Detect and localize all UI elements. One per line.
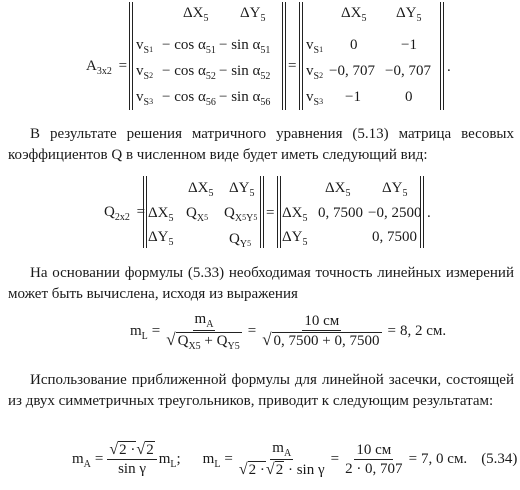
formula-eq: = bbox=[387, 322, 396, 339]
matrix-a-left-bar bbox=[129, 2, 133, 110]
formula-ma: $m_A$ = $\frac{√2 \cdot√2}{\text{sin γ}}$ $m_L$ ; $m_L$ = $\frac{m_A}{\text{√2 ·√2 · sin γ}}$ = $\frac{10 см}{2 \cdot 0, 707}$ = 7, 0 см. (5.34) bbox=[72, 440, 518, 478]
matrix-a-cell: − $\sin \alpha_{52}$ bbox=[219, 63, 271, 82]
matrix-a-num-row-head: $v_{S1}$ bbox=[306, 37, 324, 56]
matrix-q-num-cell: −0, 2500 bbox=[368, 205, 422, 221]
matrix-a-cell: − $\sin \alpha_{51}$ bbox=[219, 37, 271, 56]
matrix-a-num-header-dy: $\Delta Y_5$ bbox=[396, 5, 422, 24]
matrix-a-right-bar bbox=[440, 2, 444, 110]
paragraph-3: Использование приближенной формулы для линейной засечки, состоящей из двух симметричных треугольников, приводит к следующим результатам: bbox=[8, 372, 514, 409]
formula-fraction: $\frac{10 см}{2 \cdot 0, 707}$ bbox=[345, 441, 403, 477]
paragraph-2: На основании формулы (5.33) необходимая точность линейных измерений может быть вычислена, исходя из выражения bbox=[8, 265, 514, 302]
matrix-q-cell: $Q_{X5Y5}$ bbox=[224, 205, 258, 224]
matrix-a-cell: − $\sin \alpha_{56}$ bbox=[219, 89, 271, 108]
matrix-q-num-header-dx: $\Delta X_5$ bbox=[325, 180, 351, 199]
formula-eq: = bbox=[151, 322, 161, 339]
matrix-q-num-row-head: $\Delta X_5$ bbox=[282, 205, 308, 224]
matrix-a-row-head: $v_{S1}$ bbox=[136, 37, 154, 56]
matrix-q-row-head: $\Delta Y_5$ bbox=[148, 229, 174, 248]
matrix-a-row-head: $v_{S2}$ bbox=[136, 63, 154, 82]
matrix-q-mid-bar-left bbox=[260, 176, 264, 248]
matrix-a-row-head: $v_{S3}$ bbox=[136, 89, 154, 108]
matrix-q-num-header-dy: $\Delta Y_5$ bbox=[382, 180, 408, 199]
formula-eq: = bbox=[224, 450, 233, 467]
formula-eq: = bbox=[408, 450, 418, 467]
formula-ml bbox=[130, 311, 446, 351]
formula-ma-lhs: $m_A$ bbox=[72, 450, 91, 470]
matrix-a-num-cell: −1 bbox=[401, 37, 417, 53]
matrix-q-col-header-dy: $\Delta Y_5$ bbox=[229, 180, 255, 199]
matrix-a-equals: = bbox=[288, 58, 297, 74]
formula-fraction: $\frac{10 см}{√ 0, 7500 + 0, 7500}$ bbox=[262, 313, 380, 349]
matrix-a-num-header-dx: $\Delta X_5$ bbox=[341, 5, 367, 24]
matrix-a-cell: − $\cos \alpha_{52}$ bbox=[162, 63, 216, 82]
matrix-q-num-row-head: $\Delta Y_5$ bbox=[282, 229, 308, 248]
matrix-a-label: $A_{3x2}$ = bbox=[86, 58, 128, 77]
formula-result: 7, 0 см. bbox=[421, 450, 468, 467]
matrix-q-label: $Q_{2x2}$ = bbox=[104, 204, 146, 223]
formula-eq: = bbox=[94, 450, 104, 467]
formula-fraction: $\frac{√2 \cdot√2}{\text{sin γ}}$ bbox=[107, 441, 156, 477]
formula-fraction: $\frac{m_A}{\text{√2 ·√2 · sin γ}}$ bbox=[238, 440, 325, 478]
formula-eq: = bbox=[330, 450, 340, 467]
matrix-a-num-row-head: $v_{S3}$ bbox=[306, 89, 324, 108]
matrix-q-col-header-dx: $\Delta X_5$ bbox=[188, 180, 214, 199]
matrix-a-col-header-dx: $\Delta X_5$ bbox=[183, 5, 209, 24]
matrix-q-mid-bar-right bbox=[277, 176, 281, 248]
matrix-a-num-cell: −0, 707 bbox=[385, 63, 431, 79]
matrix-q-row-head: $\Delta X_5$ bbox=[148, 205, 174, 224]
matrix-q-num-cell: 0, 7500 bbox=[318, 205, 363, 221]
matrix-a-cell: − $\cos \alpha_{56}$ bbox=[162, 89, 216, 108]
matrix-a-num-cell: 0 bbox=[405, 89, 413, 105]
equation-number: (5.34) bbox=[481, 450, 518, 467]
formula-eq: = bbox=[247, 322, 257, 339]
matrix-a-cell: − $\cos \alpha_{51}$ bbox=[162, 37, 216, 56]
matrix-q-equals: = bbox=[266, 205, 275, 221]
matrix-a-mid-bar-left bbox=[282, 2, 286, 110]
matrix-a-num-cell: 0 bbox=[350, 37, 358, 53]
matrix-a-mid-bar-right bbox=[299, 2, 303, 110]
matrix-a-num-cell: −0, 707 bbox=[329, 63, 375, 79]
matrix-q-left-bar bbox=[143, 176, 147, 248]
matrix-a-num-cell: −1 bbox=[345, 89, 361, 105]
formula-fraction: $\frac{m_A}{√ Q_{X5} + Q_{Y5}}$ bbox=[166, 311, 240, 352]
formula-result: 8, 2 см. bbox=[399, 322, 447, 339]
matrix-q-cell: $Q_{Y5}$ bbox=[229, 231, 252, 250]
matrix-a-col-header-dy: $\Delta Y_5$ bbox=[240, 5, 266, 24]
matrix-q-num-cell: 0, 7500 bbox=[372, 229, 417, 245]
matrix-q-period: . bbox=[427, 205, 431, 221]
paragraph-1: В результате решения матричного уравнения (5.13) матрица весовых коэффициентов Q в численном виде будет иметь следующий вид: bbox=[8, 126, 514, 163]
matrix-a-period: . bbox=[447, 59, 451, 75]
formula-ml-lhs: $m_L$ bbox=[130, 322, 148, 342]
matrix-a-num-row-head: $v_{S2}$ bbox=[306, 63, 324, 82]
matrix-q-cell: $Q_{X5}$ bbox=[186, 205, 209, 224]
